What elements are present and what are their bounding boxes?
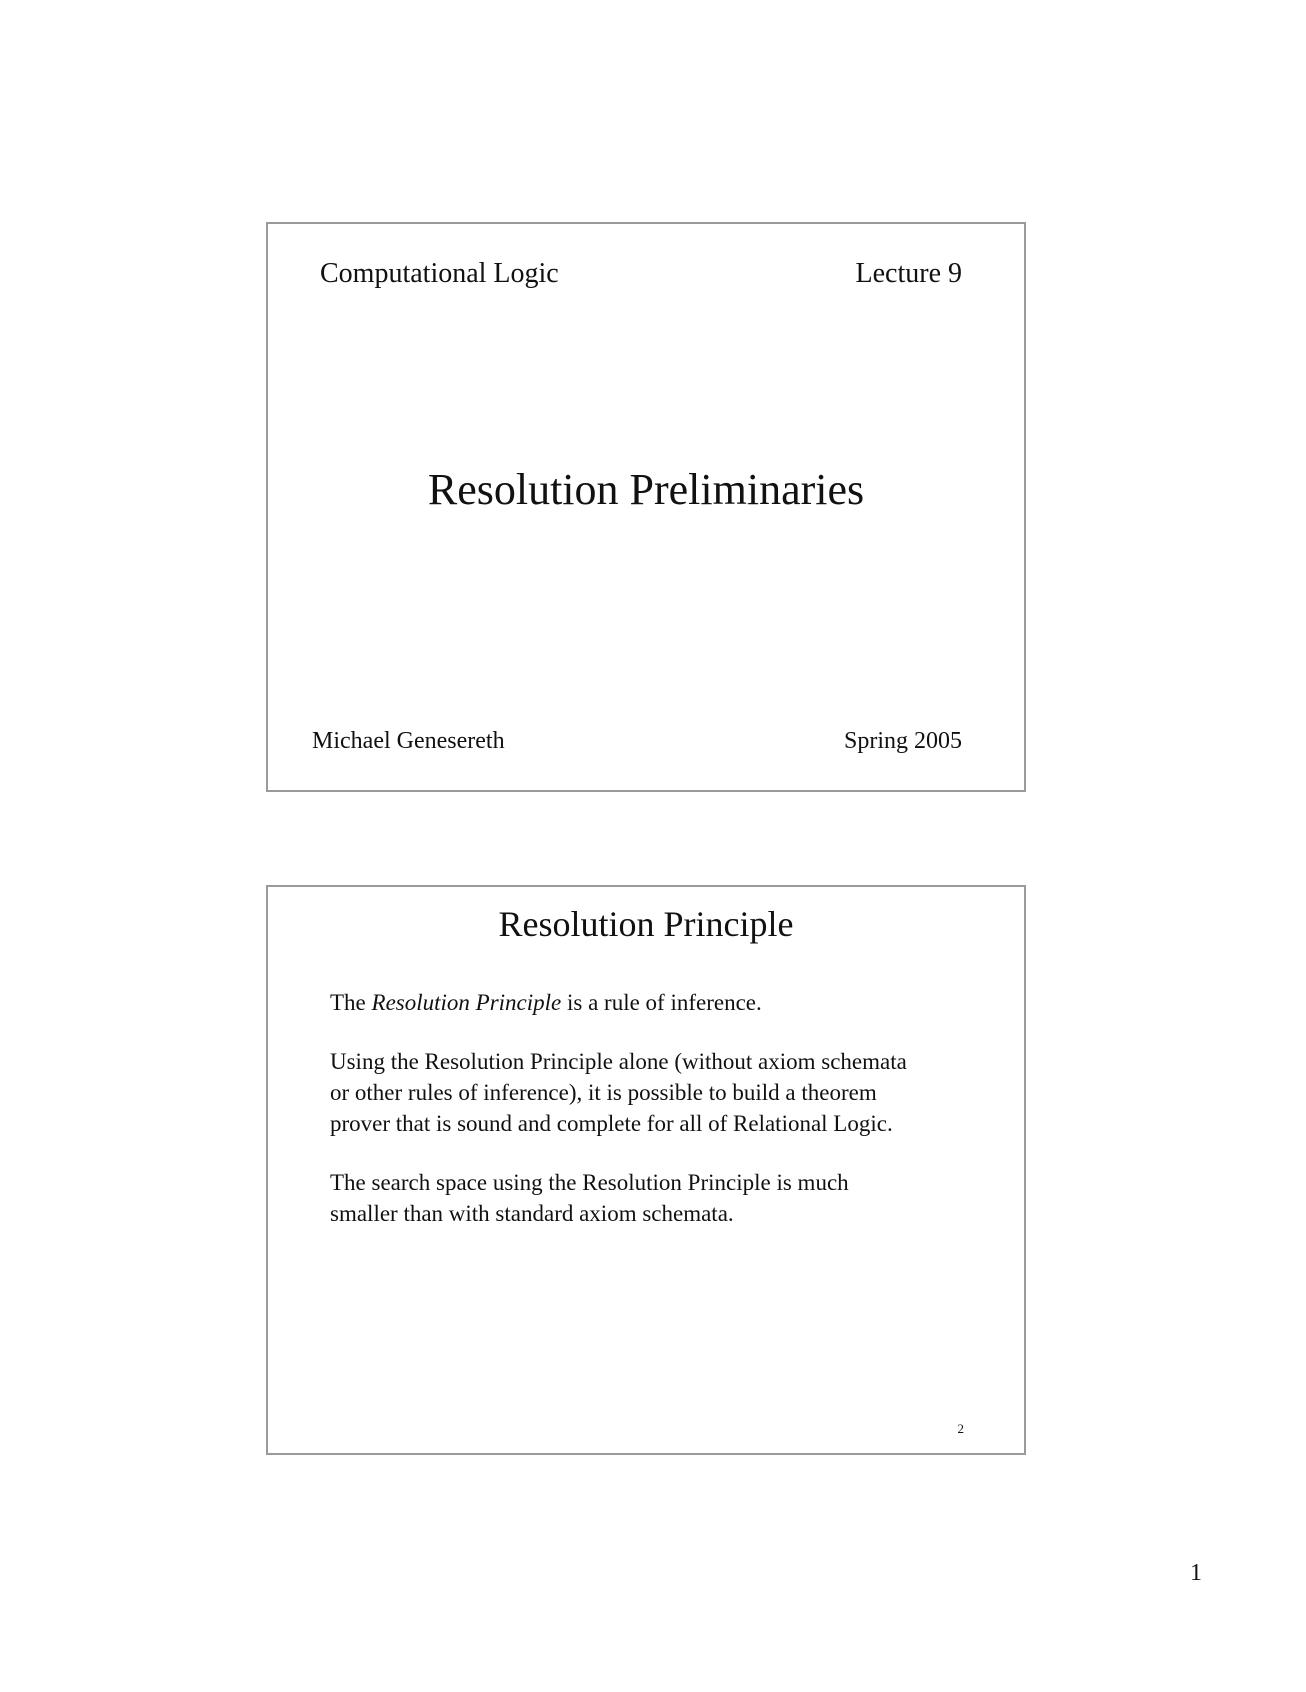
paragraph-1-emphasis: Resolution Principle (371, 990, 562, 1015)
lecture-number: Lecture 9 (855, 258, 962, 289)
course-title: Computational Logic (320, 258, 559, 289)
slide-2-body (330, 987, 980, 1257)
slide-1 (266, 222, 1026, 792)
paragraph-1 (330, 987, 980, 1018)
paragraph-1-prefix: The (330, 990, 372, 1015)
paragraph-3-line: smaller than with standard axiom schemata. (330, 1201, 734, 1226)
paragraph-2-line: or other rules of inference), it is possible to build a theorem (330, 1080, 877, 1105)
slide-number: 2 (957, 1421, 964, 1436)
slide-2 (266, 885, 1026, 1455)
page-number: 1 (1190, 1560, 1202, 1586)
term-label: Spring 2005 (843, 728, 962, 754)
paragraph-1-suffix: is a rule of inference. (561, 990, 762, 1015)
author-name: Michael Genesereth (312, 728, 505, 754)
paragraph-2 (330, 1046, 980, 1139)
slide-1-title: Resolution Preliminaries (427, 465, 865, 514)
paragraph-3 (330, 1167, 980, 1229)
paragraph-3-line: The search space using the Resolution Principle is much (330, 1170, 849, 1195)
paragraph-2-line: Using the Resolution Principle alone (without axiom schemata (330, 1049, 907, 1074)
paragraph-2-line: prover that is sound and complete for all of Relational Logic. (330, 1111, 893, 1136)
slide-2-title: Resolution Principle (498, 904, 794, 944)
